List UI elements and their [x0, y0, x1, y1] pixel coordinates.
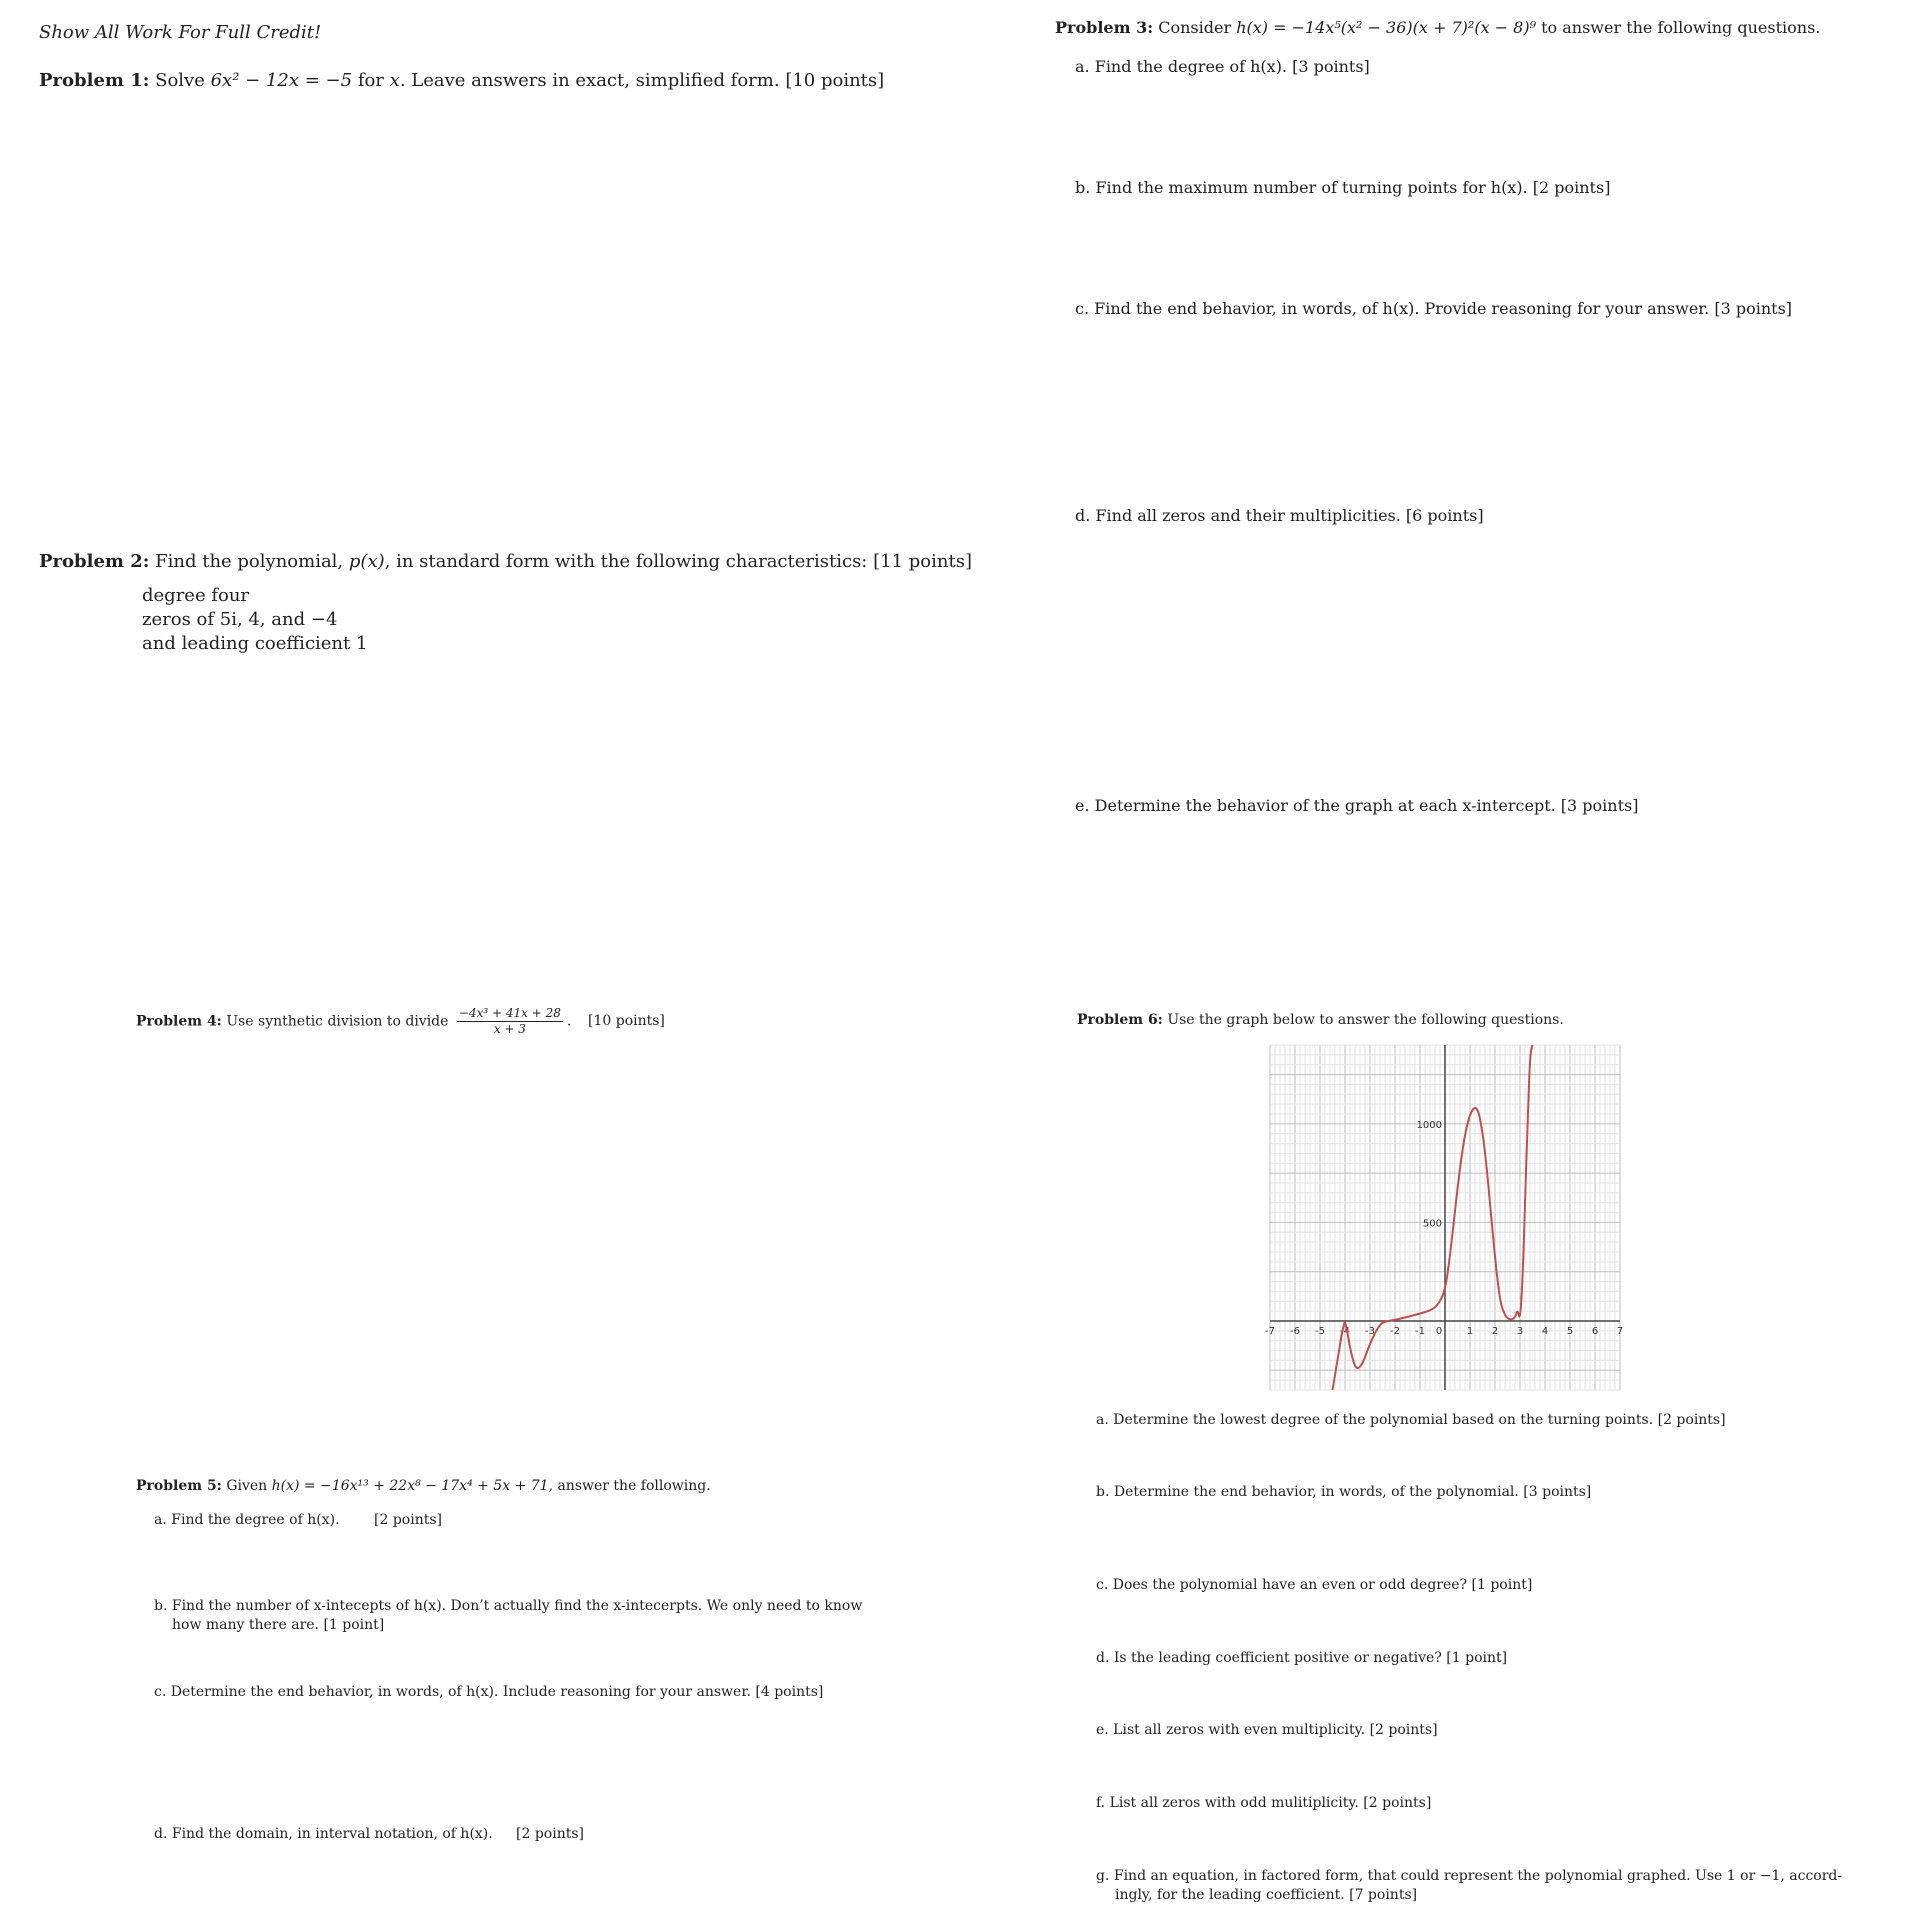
problem-1-label: Problem 1:	[39, 70, 150, 91]
problem-6c: c. Does the polynomial have an even or odd degree? [1 point]	[1096, 1577, 1533, 1593]
problem-1-text: Solve	[155, 70, 205, 91]
problem-2-label: Problem 2:	[39, 551, 150, 572]
problem-3d: d. Find all zeros and their multiplicities. [6 points]	[1075, 506, 1484, 525]
problem-6d: d. Is the leading coefficient positive or negative? [1 point]	[1096, 1650, 1508, 1666]
polynomial-graph	[1265, 1045, 1624, 1390]
problem-2-points: [11 points]	[873, 551, 972, 572]
problem-2	[39, 551, 972, 572]
problem-2-char-1: degree four	[142, 585, 250, 606]
problem-3-text-b: to answer the following questions.	[1541, 18, 1821, 37]
x-tick-label: 7	[1616, 1326, 1624, 1337]
problem-2-text: Find the polynomial,	[155, 551, 344, 572]
problem-2-char-3: and leading coefficient 1	[142, 633, 368, 654]
problem-6e: e. List all zeros with even multiplicity. [2 points]	[1096, 1722, 1438, 1738]
problem-1	[39, 70, 884, 91]
problem-5	[136, 1478, 711, 1494]
problem-2-char-2: zeros of 5i, 4, and −4	[142, 609, 338, 630]
problem-5b-cont: how many there are. [1 point]	[172, 1617, 385, 1633]
problem-5a: a. Find the degree of h(x).	[154, 1512, 340, 1528]
problem-1-for: for	[357, 70, 384, 91]
problem-4-denominator: x + 3	[493, 1022, 526, 1036]
problem-1-instructions: . Leave answers in exact, simplified form.	[399, 70, 780, 91]
problem-5a-points: [2 points]	[374, 1512, 442, 1528]
problem-6	[1077, 1012, 1564, 1028]
problem-5-func: h(x) = −16x¹³ + 22x⁸ − 17x⁴ + 5x + 71	[271, 1478, 549, 1494]
problem-6-text: Use the graph below to answer the following questions.	[1167, 1012, 1564, 1028]
problem-6b: b. Determine the end behavior, in words, of the polynomial. [3 points]	[1096, 1484, 1592, 1500]
y-tick-label: 500	[1422, 1218, 1442, 1230]
x-tick-label: 0	[1435, 1326, 1443, 1337]
x-tick-label: -1	[1415, 1326, 1425, 1337]
problem-5d: d. Find the domain, in interval notation, of h(x).	[154, 1826, 493, 1842]
problem-5-text-b: , answer the following.	[548, 1478, 711, 1494]
graph-axes	[1270, 1045, 1620, 1390]
y-tick-label: 1000	[1416, 1119, 1442, 1131]
problem-3b: b. Find the maximum number of turning points for h(x). [2 points]	[1075, 178, 1611, 197]
problem-4-points: [10 points]	[588, 1013, 665, 1029]
problem-6g: g. Find an equation, in factored form, that could represent the polynomial graphed. Use 1 or −1, accord-	[1096, 1868, 1843, 1884]
x-tick-label: -5	[1315, 1326, 1325, 1337]
problem-2-func: p(x)	[348, 551, 385, 572]
problem-6f: f. List all zeros with odd mulitiplicity. [2 points]	[1096, 1795, 1432, 1811]
problem-5-text: Given	[226, 1478, 268, 1494]
problem-4-text: Use synthetic division to divide	[226, 1013, 449, 1030]
problem-3a: a. Find the degree of h(x). [3 points]	[1075, 57, 1370, 76]
x-tick-label: 3	[1516, 1326, 1524, 1337]
problem-3-func: h(x) = −14x⁵(x² − 36)(x + 7)²(x − 8)⁹	[1236, 18, 1536, 37]
graph-tick-labels	[1265, 1120, 1623, 1337]
problem-3-text: Consider	[1158, 18, 1232, 37]
x-tick-label: 1	[1466, 1326, 1474, 1337]
problem-4-fraction	[457, 1006, 563, 1037]
problem-3-label: Problem 3:	[1055, 18, 1154, 37]
problem-2-text-b: , in standard form with the following characteristics:	[384, 551, 868, 572]
problem-5b: b. Find the number of x-intecepts of h(x). Don’t actually find the x-intecerpts. We only need to know	[154, 1598, 863, 1614]
problem-5c: c. Determine the end behavior, in words, of h(x). Include reasoning for your answer. [4 points]	[154, 1684, 824, 1700]
x-tick-label: 2	[1491, 1326, 1499, 1337]
x-tick-label: -3	[1365, 1326, 1375, 1337]
x-tick-label: -2	[1390, 1326, 1400, 1337]
problem-1-points: [10 points]	[785, 70, 885, 91]
problem-3	[1055, 18, 1820, 37]
problem-4-numerator: −4x³ + 41x + 28	[458, 1006, 561, 1020]
x-tick-label: 4	[1541, 1326, 1549, 1337]
problem-6g-cont: ingly, for the leading coefficient. [7 points]	[1115, 1887, 1418, 1903]
problem-6a: a. Determine the lowest degree of the polynomial based on the turning points. [2 points]	[1096, 1412, 1726, 1428]
problem-5-label: Problem 5:	[136, 1478, 222, 1494]
x-tick-label: -7	[1265, 1326, 1275, 1337]
x-tick-label: -4	[1340, 1326, 1350, 1337]
problem-3c: c. Find the end behavior, in words, of h(x). Provide reasoning for your answer. [3 points]	[1075, 299, 1793, 318]
problem-4: Problem 4: Use synthetic division to divide $\frac{\text{−4x³ + 41x + 28}}{x + 3}$ .	[136, 1006, 572, 1036]
instructions: Show All Work For Full Credit!	[39, 22, 322, 43]
x-tick-label: 5	[1566, 1326, 1574, 1337]
problem-1-equation: 6x² − 12x = −5	[210, 70, 353, 91]
problem-4-label: Problem 4:	[136, 1013, 222, 1030]
x-tick-label: 6	[1591, 1326, 1599, 1337]
problem-1-var: x	[389, 70, 400, 91]
problem-6-label: Problem 6:	[1077, 1012, 1163, 1028]
x-tick-label: -6	[1290, 1326, 1300, 1337]
problem-5d-points: [2 points]	[516, 1826, 584, 1842]
problem-3e: e. Determine the behavior of the graph at each x-intercept. [3 points]	[1075, 796, 1639, 815]
